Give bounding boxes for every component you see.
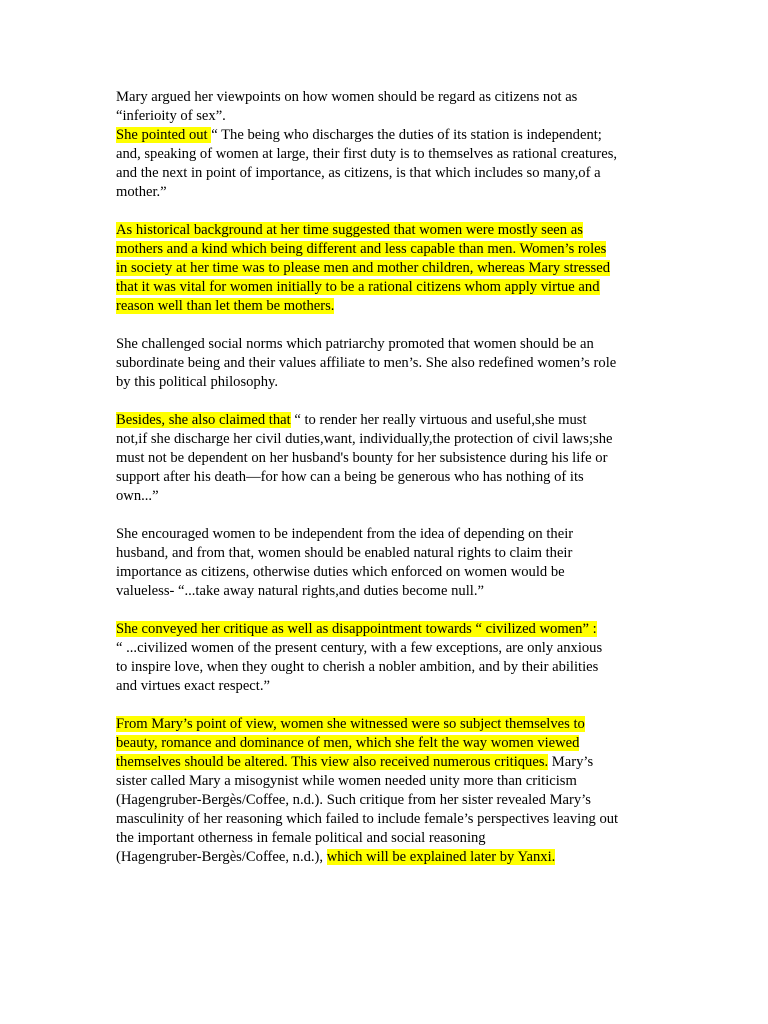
highlighted-text: that it was vital for women initially to be a rational citizens whom apply virtue and (116, 279, 600, 295)
paragraph (116, 715, 656, 867)
text-line (116, 411, 656, 430)
body-text: valueless- “...take away natural rights,and duties become null.” (116, 583, 484, 599)
highlighted-text: From Mary’s point of view, women she witnessed were so subject themselves to (116, 716, 585, 732)
text-line (116, 620, 656, 639)
body-text: She challenged social norms which patriarchy promoted that women should be an (116, 336, 594, 352)
text-line (116, 240, 656, 259)
text-line (116, 525, 656, 544)
highlighted-text: in society at her time was to please men and mother children, whereas Mary stressed (116, 260, 610, 276)
body-text: “ ...civilized women of the present century, with a few exceptions, are only anxious (116, 640, 603, 656)
highlighted-text: She conveyed her critique as well as disappointment towards “ civilized women” : (116, 621, 597, 637)
text-line (116, 88, 656, 107)
paragraph (116, 525, 656, 601)
text-line (116, 734, 656, 753)
paragraph (116, 88, 656, 202)
text-line (116, 221, 656, 240)
text-line (116, 297, 656, 316)
text-line (116, 829, 656, 848)
body-text: “inferioity of sex”. (116, 108, 226, 124)
paragraph (116, 335, 656, 392)
highlighted-text: beauty, romance and dominance of men, which she felt the way women viewed (116, 735, 580, 751)
body-text: and virtues exact respect.” (116, 678, 270, 694)
body-text: “ to render her really virtuous and useful,she must (290, 412, 587, 428)
text-line (116, 259, 656, 278)
body-text: by this political philosophy. (116, 374, 279, 390)
highlighted-text: She pointed out (116, 127, 212, 143)
body-text: “ The being who discharges the duties of its station is independent; (211, 127, 602, 143)
text-line (116, 715, 656, 734)
text-line (116, 848, 656, 867)
body-text: the important otherness in female political and social reasoning (116, 830, 486, 846)
highlighted-text: reason well than let them be mothers. (116, 298, 335, 314)
highlighted-text: As historical background at her time suggested that women were mostly seen as (116, 222, 583, 238)
text-line (116, 164, 656, 183)
text-line (116, 544, 656, 563)
body-text: support after his death—for how can a being be generous who has nothing of its (116, 469, 584, 485)
text-line (116, 145, 656, 164)
highlighted-text: mothers and a kind which being different and less capable than men. Women’s roles (116, 241, 607, 257)
text-line (116, 487, 656, 506)
body-text: (Hagengruber-Bergès/Coffee, n.d.). Such critique from her sister revealed Mary’s (116, 792, 591, 808)
body-text: not,if she discharge her civil duties,want, individually,the protection of civil laws;she (116, 431, 613, 447)
text-line (116, 772, 656, 791)
document-body (116, 88, 656, 886)
body-text: husband, and from that, women should be enabled natural rights to claim their (116, 545, 573, 561)
body-text: Mary argued her viewpoints on how women should be regard as citizens not as (116, 89, 578, 105)
text-line (116, 373, 656, 392)
body-text: sister called Mary a misogynist while women needed unity more than criticism (116, 773, 577, 789)
highlighted-text: which will be explained later by Yanxi. (326, 849, 556, 865)
text-line (116, 335, 656, 354)
text-line (116, 430, 656, 449)
text-line (116, 582, 656, 601)
body-text: (Hagengruber-Bergès/Coffee, n.d.), (116, 849, 327, 865)
body-text: mother.” (116, 184, 167, 200)
body-text: to inspire love, when they ought to cherish a nobler ambition, and by their abilities (116, 659, 599, 675)
body-text: own...” (116, 488, 159, 504)
body-text: and the next in point of importance, as citizens, is that which includes so many,of a (116, 165, 601, 181)
text-line (116, 677, 656, 696)
body-text: She encouraged women to be independent from the idea of depending on their (116, 526, 574, 542)
body-text: importance as citizens, otherwise duties which enforced on women would be (116, 564, 565, 580)
highlighted-text: themselves should be altered. This view also received numerous critiques. (116, 754, 549, 770)
text-line (116, 449, 656, 468)
text-line (116, 183, 656, 202)
paragraph (116, 620, 656, 696)
text-line (116, 639, 656, 658)
text-line (116, 354, 656, 373)
body-text: and, speaking of women at large, their first duty is to themselves as rational creatures, (116, 146, 618, 162)
body-text: subordinate being and their values affiliate to men’s. She also redefined women’s role (116, 355, 617, 371)
body-text: masculinity of her reasoning which failed to include female’s perspectives leaving out (116, 811, 619, 827)
text-line (116, 658, 656, 677)
text-line (116, 278, 656, 297)
body-text: must not be dependent on her husband's bounty for her subsistence during his life or (116, 450, 608, 466)
paragraph (116, 221, 656, 316)
text-line (116, 810, 656, 829)
text-line (116, 468, 656, 487)
body-text: Mary’s (548, 754, 594, 770)
text-line (116, 107, 656, 126)
text-line (116, 563, 656, 582)
text-line (116, 753, 656, 772)
text-line (116, 126, 656, 145)
text-line (116, 791, 656, 810)
highlighted-text: Besides, she also claimed that (116, 412, 291, 428)
paragraph (116, 411, 656, 506)
